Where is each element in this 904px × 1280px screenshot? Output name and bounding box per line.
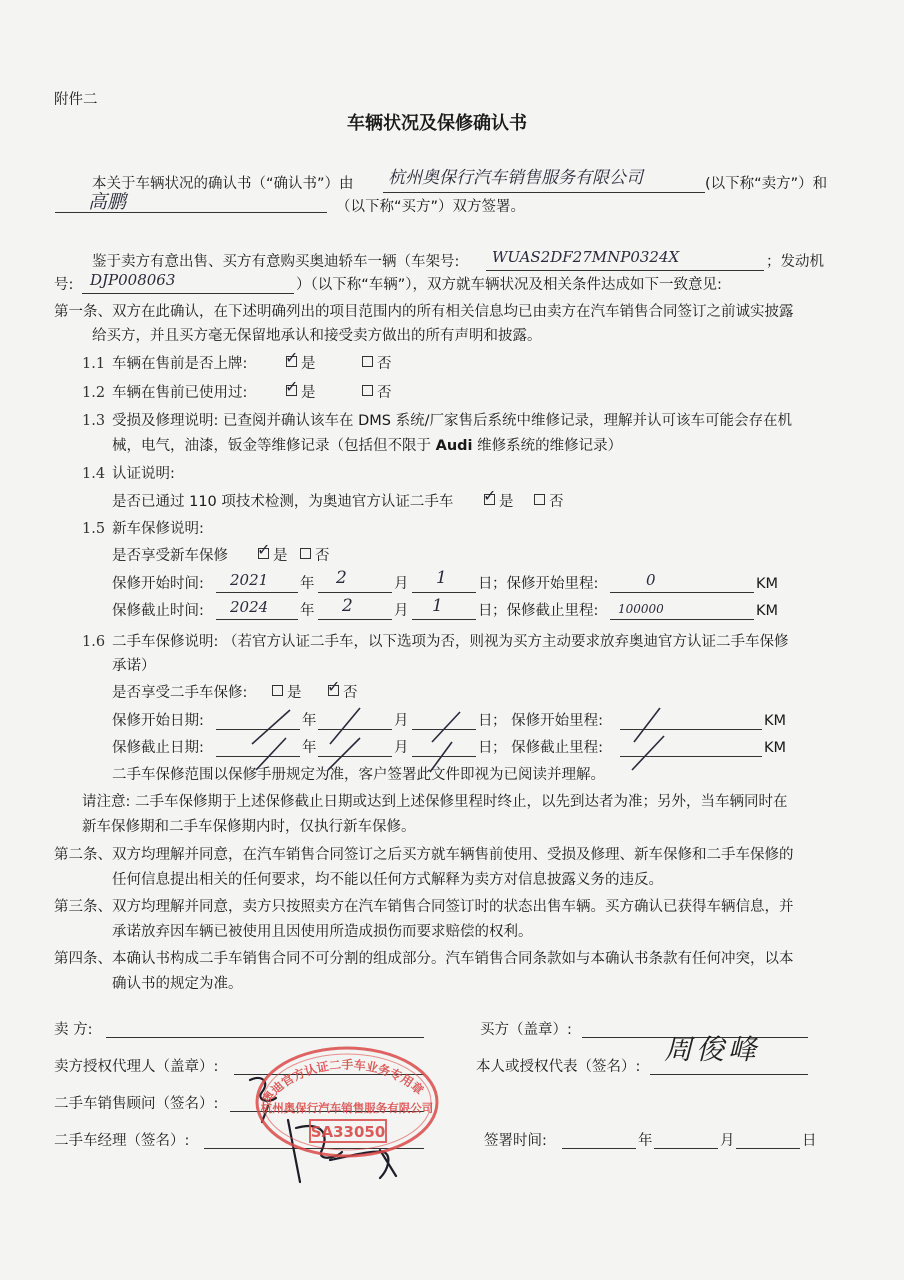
buyer-seal-label: 买方（盖章）: (480, 1022, 572, 1038)
year-label: 年 (302, 713, 317, 729)
warranty-start-label: 保修开始时间: (112, 576, 204, 592)
day-label: 日 (478, 576, 493, 592)
intro-text-1: 本关于车辆状况的确认书（“确认书”）由 (92, 176, 354, 192)
day-label: 日 (478, 713, 493, 729)
year-label: 年 (300, 603, 315, 619)
article1-heading-2: 给买方，并且买方毫无保留地承认和接受卖方做出的所有声明和披露。 (92, 328, 542, 344)
warranty-end-label: 保修截止时间: (112, 603, 204, 619)
s15-text: 新车保修说明: (112, 521, 204, 537)
para2-text-a: 鉴于卖方有意出售、买方有意购买奥迪轿车一辆（车架号: (92, 254, 460, 270)
s13-text: 受损及修理说明: 已查阅并确认该车在 DMS 系统/厂家售后系统中维修记录，理解并认可该车可能会存在机 (112, 413, 792, 429)
warranty-start-month: 2 (336, 568, 347, 588)
s16-yes-option: 是 (270, 683, 302, 703)
seller-agent-label: 卖方授权代理人（盖章）: (54, 1059, 219, 1075)
para2-text-c: 号: (54, 277, 74, 293)
sign-year-label: 年 (638, 1133, 653, 1149)
seller-name-handwritten: 杭州奥保行汽车销售服务有限公司 (388, 168, 643, 188)
article3-line-1: 第三条、双方均理解并同意，卖方只按照卖方在汽车销售合同签订时的状态出售车辆。买方确认已获得车辆信息，并 (54, 899, 794, 915)
month-label: 月 (394, 603, 409, 619)
warranty-start-km: 0 (646, 571, 656, 589)
s14-number: 1.4 (82, 466, 106, 482)
s15-number: 1.5 (82, 521, 106, 537)
s15-question: 是否享受新车保修 (112, 548, 228, 564)
article2-line-1: 第二条、双方均理解并同意，在汽车销售合同签订之后买方就车辆售前使用、受损及修理、新车保修和二手车保修的 (54, 847, 794, 863)
s12-number: 1.2 (82, 385, 106, 401)
advisor-label: 二手车销售顾问（签名）: (54, 1096, 219, 1112)
article4-line-1: 第四条、本确认书构成二手车销售合同不可分割的组成部分。汽车销售合同条款如与本确认书条款有任何冲突，以本 (54, 951, 794, 967)
warranty-start-year: 2021 (230, 571, 269, 589)
warranty-end-km-label: ；保修截止里程: (492, 603, 599, 619)
s14-yes-option: ✓ 是 (482, 492, 514, 512)
s16-number: 1.6 (82, 634, 106, 650)
seller-label: 卖 方: (54, 1022, 93, 1038)
s11-text: 车辆在售前是否上牌: (112, 356, 248, 372)
manager-label: 二手车经理（签名）: (54, 1133, 190, 1149)
intro-text-2: (以下称“卖方”）和 (705, 176, 828, 192)
company-seal (252, 1036, 442, 1156)
article2-line-2: 任何信息提出相关的任何要求，均不能以任何方式解释为卖方对信息披露义务的违反。 (112, 872, 663, 888)
vin-handwritten: WUAS2DF27MNP0324X (492, 248, 680, 266)
s15-no-option: 否 (298, 546, 330, 566)
s11-no-option: 否 (360, 354, 392, 374)
document-title: 车辆状况及保修确认书 (347, 113, 527, 134)
buyer-name-handwritten: 高鹏 (88, 191, 127, 213)
s14-no-option: 否 (532, 492, 564, 512)
article4-line-2: 确认书的规定为准。 (112, 976, 243, 992)
para2-text-d: ）（以下称“车辆”），双方就车辆状况及相关条件达成如下一致意见: (296, 277, 722, 293)
day-label: 日 (478, 603, 493, 619)
sign-day-label: 日 (802, 1133, 817, 1149)
s15-yes-option: ✓ 是 (256, 546, 288, 566)
s11-yes-option: ✓ 是 (284, 354, 316, 374)
seal-arc-text: 奥迪官方认证二手车业务专用章 (259, 1057, 427, 1107)
used-end-km-label: ； 保修截止里程: (492, 740, 603, 756)
seal-company-name: 杭州奥保行汽车销售服务有限公司 (260, 1101, 434, 1115)
km-label: KM (764, 740, 787, 756)
warranty-start-km-label: ；保修开始里程: (492, 576, 599, 592)
month-label: 月 (394, 740, 409, 756)
km-label: KM (764, 713, 787, 729)
warranty-end-km: 100000 (618, 602, 664, 616)
warranty-end-year: 2024 (230, 598, 269, 616)
km-label: KM (756, 603, 779, 619)
used-warranty-start-label: 保修开始日期: (112, 713, 204, 729)
s12-yes-option: ✓ 是 (284, 383, 316, 403)
used-warranty-end-label: 保修截止日期: (112, 740, 204, 756)
article3-line-2: 承诺放弃因车辆已被使用且因使用所造成损伤而要求赔偿的权利。 (112, 924, 533, 940)
s16-text: 二手车保修说明: （若官方认证二手车，以下选项为否，则视为买方主动要求放弃奥迪官方认证二手车保修 (112, 634, 789, 650)
s14-text: 认证说明: (112, 466, 175, 482)
article1-heading: 第一条、双方在此确认，在下述明确列出的项目范围内的所有相关信息均已由卖方在汽车销售合同签订之前诚实披露 (54, 304, 794, 320)
s16-text-2: 承诺） (112, 658, 156, 674)
sign-month-label: 月 (720, 1133, 735, 1149)
note-line-1: 请注意: 二手车保修期于上述保修截止日期或达到上述保修里程时终止，以先到达者为准；另外，当车辆同时在 (82, 794, 788, 810)
sign-date-label: 签署时间: (484, 1133, 547, 1149)
s14-question: 是否已通过 110 项技术检测，为奥迪官方认证二手车 (112, 494, 454, 510)
buyer-rep-label: 本人或授权代表（签名）: (476, 1059, 641, 1075)
s16-no-option: ✓ 否 (326, 683, 358, 703)
buyer-signature: 周俊峰 (664, 1033, 761, 1066)
s13-text-2: 械，电气，油漆，钣金等维修记录（包括但不限于 Audi 维修系统的维修记录） (112, 438, 623, 454)
engine-handwritten: DJP008063 (90, 271, 176, 289)
warranty-end-day: 1 (432, 596, 443, 616)
day-label: 日 (478, 740, 493, 756)
month-label: 月 (394, 576, 409, 592)
seal-code: SA33050 (310, 1123, 386, 1141)
appendix-label: 附件二 (54, 92, 98, 108)
s12-no-option: 否 (360, 383, 392, 403)
s13-number: 1.3 (82, 413, 106, 429)
warranty-start-day: 1 (436, 568, 447, 588)
km-label: KM (756, 576, 779, 592)
s11-number: 1.1 (82, 356, 106, 372)
year-label: 年 (302, 740, 317, 756)
para2-text-b: ；发动机 (766, 254, 824, 270)
s16-question: 是否享受二手车保修: (112, 685, 248, 701)
intro-text-3: （以下称“买方”）双方签署。 (336, 199, 526, 215)
used-warranty-scope: 二手车保修范围以保修手册规定为准，客户签署此文件即视为已阅读并理解。 (112, 767, 605, 783)
warranty-end-month: 2 (342, 596, 353, 616)
year-label: 年 (300, 576, 315, 592)
used-start-km-label: ； 保修开始里程: (492, 713, 603, 729)
note-line-2: 新车保修期和二手车保修期内时，仅执行新车保修。 (82, 819, 416, 835)
month-label: 月 (394, 713, 409, 729)
s12-text: 车辆在售前已使用过: (112, 385, 248, 401)
